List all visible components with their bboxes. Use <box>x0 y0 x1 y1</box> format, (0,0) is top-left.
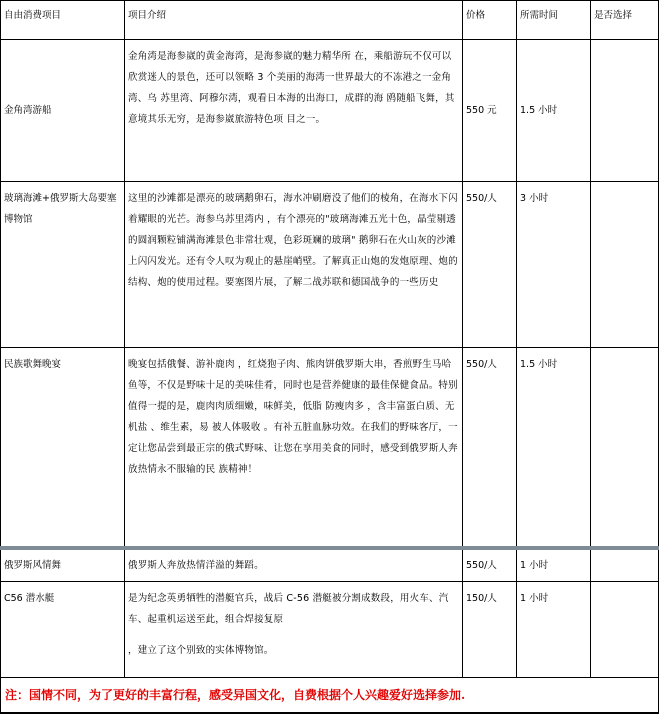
item-time: 1.5 小时 <box>517 40 591 182</box>
item-choose-cell[interactable] <box>591 548 659 582</box>
item-name: 金角湾游船 <box>1 40 125 182</box>
note-text: 注：国情不同，为了更好的丰富行程，感受异国文化，自费根据个人兴趣爱好选择参加. <box>5 688 466 702</box>
header-item: 自由消费项目 <box>1 1 125 40</box>
item-name: 俄罗斯风情舞 <box>1 548 125 582</box>
table-row <box>1 40 659 182</box>
note-row <box>1 678 659 714</box>
item-price: 550 元 <box>463 40 517 182</box>
item-price: 550/人 <box>463 548 517 582</box>
item-choose-cell[interactable] <box>591 582 659 678</box>
item-price: 550/人 <box>463 348 517 548</box>
item-price: 150/人 <box>463 582 517 678</box>
item-intro <box>125 582 463 678</box>
table-header-row <box>1 1 659 40</box>
item-intro-line: 是为纪念英勇牺牲的潜艇官兵，战后 C-56 潜艇被分割成数段，用火车、汽车、起重机运送至此，组合焊接复原 <box>128 593 449 625</box>
item-time: 3 小时 <box>517 182 591 348</box>
header-choose: 是否选择 <box>591 1 659 40</box>
item-intro: 这里的沙滩都是漂亮的玻璃鹅卵石，海水冲刷磨没了他们的棱角，在海水下闪着耀眼的光芒。海参乌苏里湾内 ，有个漂亮的"玻璃海滩五光十色，晶莹剔透的圆润颗粒铺满海滩景色非常壮观，色彩斑斓的玻璃" 鹅卵石在火山灰的沙滩上闪闪发光。还有令人叹为观止的悬崖峭壁。了解真正山炮的发炮原理、炮的结构、炮的使用过程。要塞图片展，了解二战苏联和德国战争的一些历史 <box>125 182 463 348</box>
item-intro: 晚宴包括俄餐、游补鹿肉 ，红烧狍子肉、熊肉饼俄罗斯大串，香煎野生马哈鱼等，不仅是野味十足的美味佳肴，同时也是营养健康的最佳保健食品。特别 值得一提的是，鹿肉肉质细嫩，味鲜美，低脂 防瘦肉多 ，含丰富蛋白质、无机盐 、维生素，易 被人体吸收 。有补五脏血脉功效。在我们的野味客厅，一定让您品尝到最正宗的俄式野味、让您在享用美食的同时，感受到俄罗斯人奔放热情永不服输的民 族精神！ <box>125 348 463 548</box>
item-choose-cell[interactable] <box>591 182 659 348</box>
header-price: 价格 <box>463 1 517 40</box>
item-price: 550/人 <box>463 182 517 348</box>
table-row <box>1 348 659 548</box>
item-time: 1.5 小时 <box>517 348 591 548</box>
item-intro: 俄罗斯人奔放热情洋溢的舞蹈。 <box>125 548 463 582</box>
item-choose-cell[interactable] <box>591 40 659 182</box>
item-intro-line: ，建立了这个别致的实体博物馆。 <box>128 645 274 656</box>
header-intro: 项目介绍 <box>125 1 463 40</box>
item-name: 玻璃海滩+俄罗斯大岛要塞博物馆 <box>1 182 125 348</box>
item-intro: 金角湾是海参崴的黄金海湾，是海参崴的魅力精华所 在，乘船游玩不仅可以欣赏迷人的景色，还可以领略 3 个美丽的海湾一世界最大的不冻港之一金角湾、乌 苏里湾、阿穆尔湾，观看日本海的出海口，成群的海 鸥随船飞舞，其意境其乐无穷，是海参崴旅游特色项 目之一。 <box>125 40 463 182</box>
table-row <box>1 582 659 678</box>
item-choose-cell[interactable] <box>591 348 659 548</box>
note-cell <box>1 678 659 714</box>
item-name: C56 潜水艇 <box>1 582 125 678</box>
item-name: 民族歌舞晚宴 <box>1 348 125 548</box>
item-time: 1 小时 <box>517 548 591 582</box>
table-row <box>1 548 659 582</box>
item-time: 1 小时 <box>517 582 591 678</box>
table-row <box>1 182 659 348</box>
header-time: 所需时间 <box>517 1 591 40</box>
